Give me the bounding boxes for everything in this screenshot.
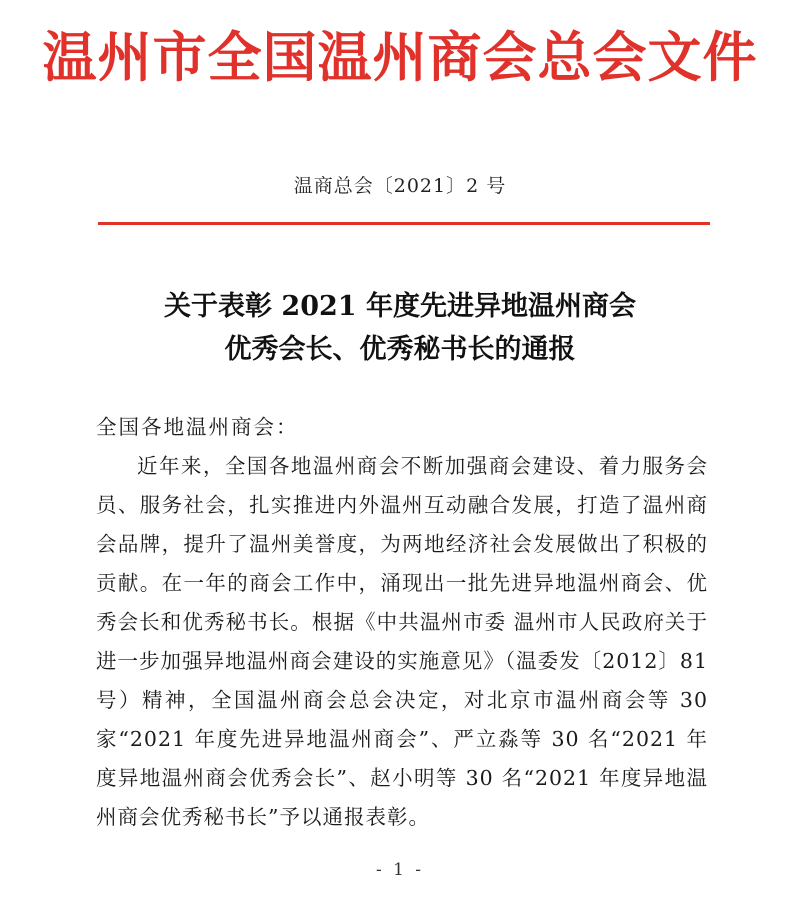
document-title [0, 285, 800, 371]
document-body [96, 408, 708, 837]
document-number: 温商总会〔2021〕2 号 [293, 175, 507, 197]
salutation: 全国各地温州商会： [96, 415, 299, 439]
page-number: - 1 - [375, 860, 425, 880]
document-title-line-2: 优秀会长、优秀秘书长的通报 [224, 334, 576, 365]
red-letterhead-title: 温州市全国温州商会总会文件 [42, 26, 758, 89]
body-paragraph: 近年来，全国各地温州商会不断加强商会建设、着力服务会员、服务社会，扎实推进内外温州互动融合发展，打造了温州商会品牌，提升了温州美誉度，为两地经济社会发展做出了积极的贡献。在一年的商会工作中，涌现出一批先进异地温州商会、优秀会长和优秀秘书长。根据《中共温州市委 温州市人民政府关于进一步加强异地温州商会建设的实施意见》（温委发〔2012〕81 号）精神，全国温州商会总会决定，对北京市温州商会等 30 家“2021 年度先进异地温州商会”、严立淼等 30 名“2021 年度异地温州商会优秀会长”、赵小明等 30 名“2021 年度异地温州商会优秀秘书长”予以通报表彰。 [96, 454, 708, 829]
red-divider-line [98, 222, 710, 225]
document-title-line-1: 关于表彰 2021 年度先进异地温州商会 [164, 291, 636, 322]
